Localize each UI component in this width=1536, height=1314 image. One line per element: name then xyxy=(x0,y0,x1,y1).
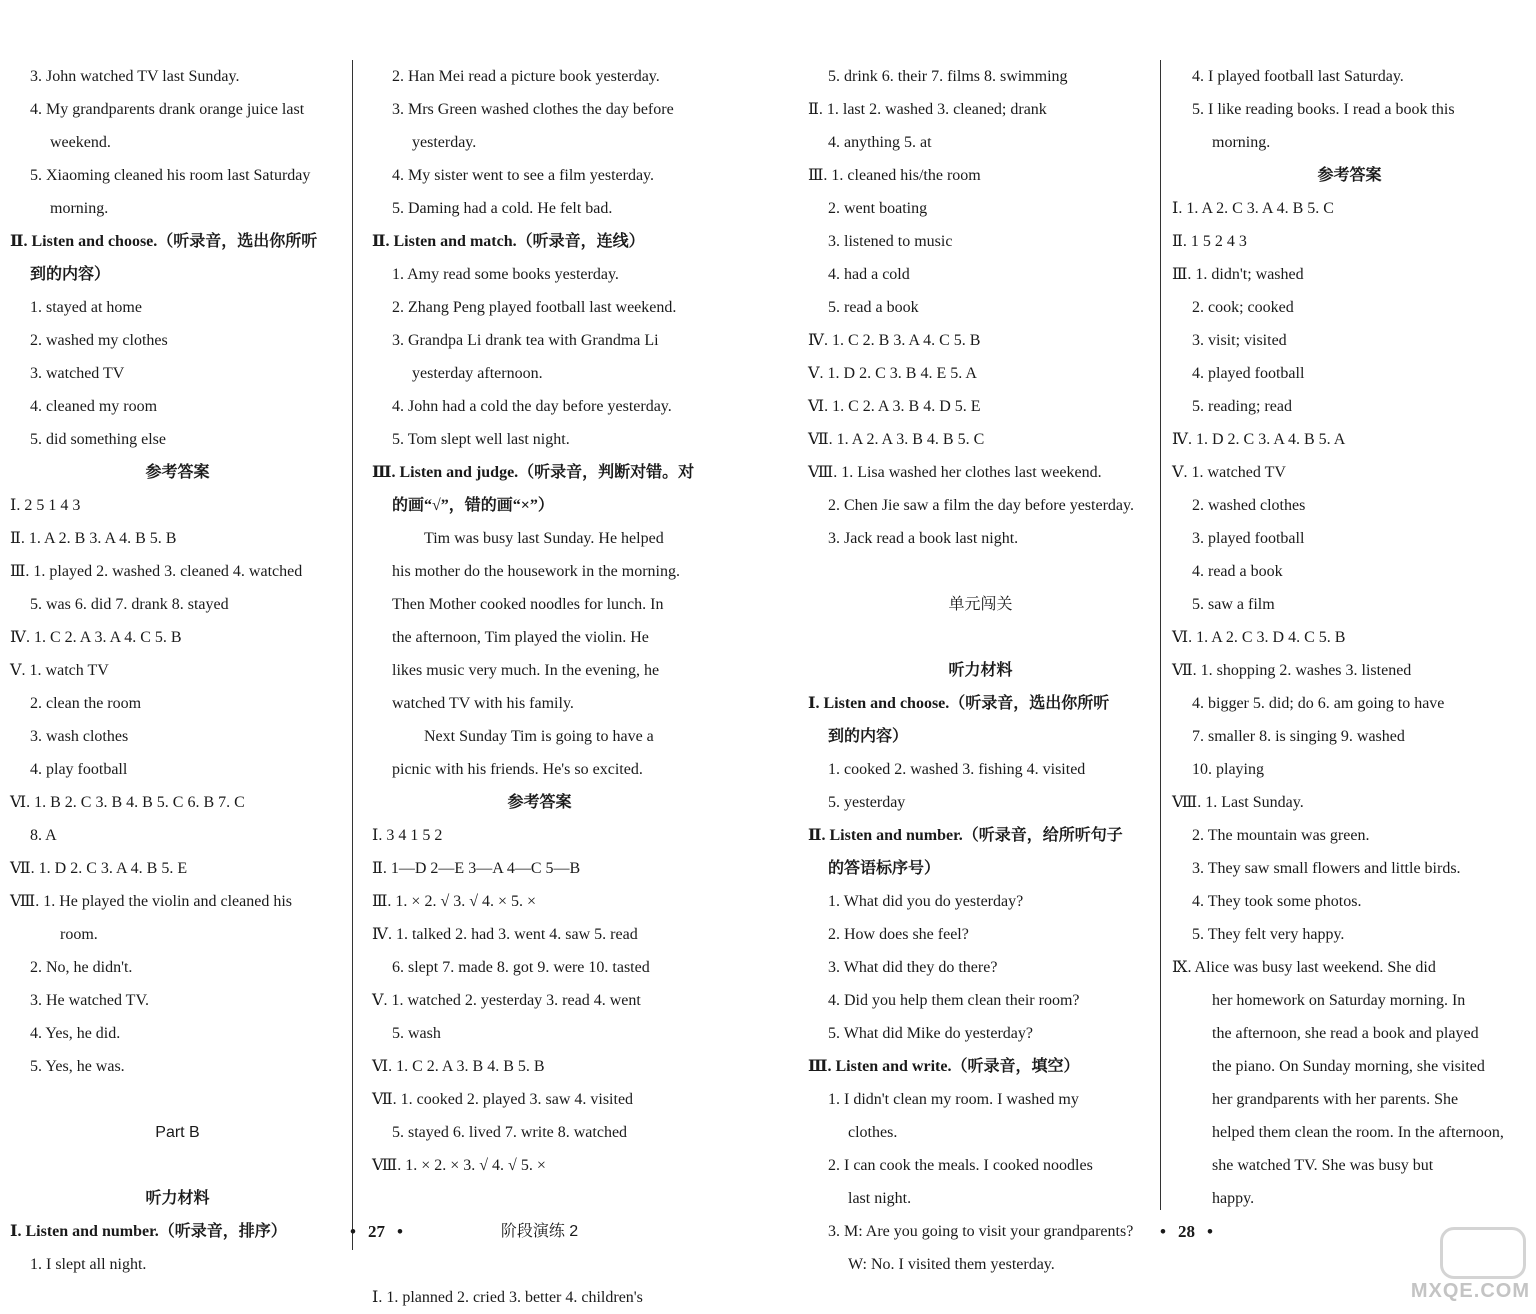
text-line: 3. John watched TV last Sunday. xyxy=(30,68,240,85)
text-line: the afternoon, she read a book and played xyxy=(1212,1025,1479,1042)
text-line: Ⅵ. 1. B 2. C 3. B 4. B 5. C 6. B 7. C xyxy=(10,794,245,811)
text-line: 4. They took some photos. xyxy=(1192,893,1362,910)
text-line: 3. played football xyxy=(1192,530,1305,547)
column-2 xyxy=(372,60,707,1314)
watermark-text: MXQE.COM xyxy=(1410,1280,1530,1302)
text-line: 1. cooked 2. washed 3. fishing 4. visited xyxy=(828,761,1086,778)
text-line: 到的内容） xyxy=(828,728,909,745)
text-line: 5. Xiaoming cleaned his room last Saturday xyxy=(30,167,311,184)
text-line: Ⅷ. 1. He played the violin and cleaned his xyxy=(10,893,293,910)
text-line: Ⅳ. 1. talked 2. had 3. went 4. saw 5. read xyxy=(372,926,638,943)
text-line: 5. I like reading books. I read a book this xyxy=(1192,101,1455,118)
text-line: 4. read a book xyxy=(1192,563,1283,580)
text-line: last night. xyxy=(848,1190,912,1207)
text-line: 3. visit; visited xyxy=(1192,332,1287,349)
text-line: 听力材料 xyxy=(948,662,1013,679)
text-line: watched TV with his family. xyxy=(392,695,574,712)
text-line: 4. John had a cold the day before yesterday. xyxy=(392,398,672,415)
column-divider xyxy=(1160,60,1161,1210)
text-line: Ⅲ. 1. × 2. √ 3. √ 4. × 5. × xyxy=(372,893,537,910)
text-line: the afternoon, Tim played the violin. He xyxy=(392,629,649,646)
column-4 xyxy=(1172,60,1527,1215)
column-3 xyxy=(808,60,1153,1281)
text-line: Next Sunday Tim is going to have a xyxy=(424,728,654,745)
text-line: 阶段演练 2 xyxy=(500,1223,579,1240)
text-line: 2. The mountain was green. xyxy=(1192,827,1370,844)
text-line: 2. clean the room xyxy=(30,695,142,712)
page-number-right: • 28 • xyxy=(1160,1222,1213,1241)
text-line: room. xyxy=(60,926,98,943)
text-line: Ⅴ. 1. watch TV xyxy=(10,662,109,679)
text-line: Ⅶ. 1. D 2. C 3. A 4. B 5. E xyxy=(10,860,188,877)
text-line: 5. Yes, he was. xyxy=(30,1058,125,1075)
text-line: weekend. xyxy=(50,134,111,151)
text-line: Ⅱ. 1. last 2. washed 3. cleaned; drank xyxy=(808,101,1047,118)
text-line: Ⅷ. 1. × 2. × 3. √ 4. √ 5. × xyxy=(372,1157,546,1174)
text-line: Ⅵ. 1. C 2. A 3. B 4. B 5. B xyxy=(372,1058,545,1075)
text-line: Ⅰ. Listen and number.（听录音，排序） xyxy=(10,1223,287,1240)
text-line: 3. wash clothes xyxy=(30,728,129,745)
text-line: 3. He watched TV. xyxy=(30,992,149,1009)
text-line: 4. I played football last Saturday. xyxy=(1192,68,1404,85)
text-line: 3. They saw small flowers and little birds. xyxy=(1192,860,1461,877)
text-line: 参考答案 xyxy=(1317,167,1382,184)
text-line: 5. read a book xyxy=(828,299,919,316)
spacer xyxy=(372,1248,707,1281)
text-line: Ⅳ. 1. D 2. C 3. A 4. B 5. A xyxy=(1172,431,1346,448)
text-line: 4. play football xyxy=(30,761,128,778)
text-line: 7. smaller 8. is singing 9. washed xyxy=(1192,728,1405,745)
text-line: Ⅰ. Listen and choose.（听录音，选出你所听 xyxy=(808,695,1110,712)
spacer xyxy=(10,1149,345,1182)
text-line: 4. Did you help them clean their room? xyxy=(828,992,1080,1009)
text-line: Ⅰ. 1. planned 2. cried 3. better 4. children's xyxy=(372,1289,643,1306)
text-line: his mother do the housework in the morning. xyxy=(392,563,680,580)
text-line: her homework on Saturday morning. In xyxy=(1212,992,1466,1009)
text-line: Ⅱ. 1. A 2. B 3. A 4. B 5. B xyxy=(10,530,177,547)
text-line: Ⅰ. 2 5 1 4 3 xyxy=(10,497,81,514)
text-line: Ⅵ. 1. A 2. C 3. D 4. C 5. B xyxy=(1172,629,1346,646)
text-line: 1. I slept all night. xyxy=(30,1256,147,1273)
text-line: 5. reading; read xyxy=(1192,398,1292,415)
text-line: 1. What did you do yesterday? xyxy=(828,893,1024,910)
text-line: 5. wash xyxy=(392,1025,441,1042)
text-line: 参考答案 xyxy=(507,794,572,811)
text-line: 2. washed clothes xyxy=(1192,497,1306,514)
text-line: 5. yesterday xyxy=(828,794,906,811)
text-line: Ⅰ. 1. A 2. C 3. A 4. B 5. C xyxy=(1172,200,1334,217)
text-line: 5. did something else xyxy=(30,431,166,448)
text-line: Then Mother cooked noodles for lunch. In xyxy=(392,596,664,613)
text-line: 单元闯关 xyxy=(948,596,1013,613)
spacer xyxy=(808,555,1153,588)
text-line: 5. saw a film xyxy=(1192,596,1275,613)
text-line: 2. Zhang Peng played football last weekend. xyxy=(392,299,677,316)
column-divider xyxy=(352,60,353,1250)
text-line: 3. Mrs Green washed clothes the day before xyxy=(392,101,674,118)
text-line: 5. was 6. did 7. drank 8. stayed xyxy=(30,596,229,613)
text-line: Ⅶ. 1. cooked 2. played 3. saw 4. visited xyxy=(372,1091,634,1108)
text-line: Ⅱ. 1 5 2 4 3 xyxy=(1172,233,1247,250)
text-line: Part B xyxy=(155,1124,200,1141)
text-line: 2. Chen Jie saw a film the day before yesterday. xyxy=(828,497,1134,514)
text-line: picnic with his friends. He's so excited. xyxy=(392,761,643,778)
text-line: Ⅶ. 1. A 2. A 3. B 4. B 5. C xyxy=(808,431,985,448)
text-line: Ⅱ. Listen and choose.（听录音，选出你所听 xyxy=(10,233,318,250)
text-line: 听力材料 xyxy=(145,1190,210,1207)
text-line: 2. washed my clothes xyxy=(30,332,168,349)
text-line: 2. How does she feel? xyxy=(828,926,969,943)
text-line: helped them clean the room. In the afternoon, xyxy=(1212,1124,1504,1141)
text-line: 4. My grandparents drank orange juice last xyxy=(30,101,305,118)
text-line: Ⅶ. 1. shopping 2. washes 3. listened xyxy=(1172,662,1412,679)
text-line: 1. I didn't clean my room. I washed my xyxy=(828,1091,1079,1108)
text-line: 3. M: Are you going to visit your grandparents? xyxy=(828,1223,1134,1240)
text-line: Ⅳ. 1. C 2. A 3. A 4. C 5. B xyxy=(10,629,182,646)
text-line: 3. Grandpa Li drank tea with Grandma Li xyxy=(392,332,659,349)
text-line: the piano. On Sunday morning, she visited xyxy=(1212,1058,1485,1075)
text-line: yesterday. xyxy=(412,134,477,151)
text-line: Tim was busy last Sunday. He helped xyxy=(424,530,664,547)
text-line: 的答语标序号） xyxy=(828,860,941,877)
text-line: 3. watched TV xyxy=(30,365,125,382)
text-line: 5. Daming had a cold. He felt bad. xyxy=(392,200,613,217)
text-line: 2. Han Mei read a picture book yesterday. xyxy=(392,68,660,85)
text-line: 5. stayed 6. lived 7. write 8. watched xyxy=(392,1124,628,1141)
text-line: Ⅳ. 1. C 2. B 3. A 4. C 5. B xyxy=(808,332,981,349)
text-line: 1. stayed at home xyxy=(30,299,142,316)
text-line: Ⅲ. Listen and write.（听录音，填空） xyxy=(808,1058,1080,1075)
text-line: W: No. I visited them yesterday. xyxy=(848,1256,1055,1273)
text-line: Ⅴ. 1. watched 2. yesterday 3. read 4. went xyxy=(372,992,641,1009)
text-line: Ⅷ. 1. Lisa washed her clothes last weekend. xyxy=(808,464,1102,481)
text-line: Ⅲ. 1. didn't; washed xyxy=(1172,266,1304,283)
spacer xyxy=(372,1182,707,1215)
text-line: Ⅴ. 1. watched TV xyxy=(1172,464,1286,481)
watermark-logo xyxy=(1440,1227,1526,1279)
text-line: her grandparents with her parents. She xyxy=(1212,1091,1459,1108)
page-number-left: • 27 • xyxy=(350,1222,403,1241)
text-line: clothes. xyxy=(848,1124,898,1141)
text-line: 4. had a cold xyxy=(828,266,910,283)
text-line: 到的内容） xyxy=(30,266,111,283)
text-line: Ⅷ. 1. Last Sunday. xyxy=(1172,794,1304,811)
text-line: Ⅰ. 3 4 1 5 2 xyxy=(372,827,443,844)
text-line: Ⅲ. 1. played 2. washed 3. cleaned 4. watched xyxy=(10,563,303,580)
spacer xyxy=(808,621,1153,654)
text-line: 4. cleaned my room xyxy=(30,398,158,415)
text-line: 6. slept 7. made 8. got 9. were 10. tasted xyxy=(392,959,650,976)
text-line: yesterday afternoon. xyxy=(412,365,543,382)
text-line: 3. Jack read a book last night. xyxy=(828,530,1019,547)
text-line: likes music very much. In the evening, he xyxy=(392,662,660,679)
text-line: 4. Yes, he did. xyxy=(30,1025,121,1042)
text-line: 3. listened to music xyxy=(828,233,953,250)
text-line: morning. xyxy=(1212,134,1271,151)
text-line: 4. bigger 5. did; do 6. am going to have xyxy=(1192,695,1445,712)
text-line: 参考答案 xyxy=(145,464,210,481)
text-line: 2. cook; cooked xyxy=(1192,299,1294,316)
text-line: 的画“√”，错的画“×”） xyxy=(392,497,554,514)
text-line: 5. Tom slept well last night. xyxy=(392,431,570,448)
text-line: she watched TV. She was busy but xyxy=(1212,1157,1434,1174)
text-line: happy. xyxy=(1212,1190,1255,1207)
text-line: 5. drink 6. their 7. films 8. swimming xyxy=(828,68,1068,85)
text-line: 1. Amy read some books yesterday. xyxy=(392,266,619,283)
text-line: 2. No, he didn't. xyxy=(30,959,133,976)
text-line: Ⅴ. 1. D 2. C 3. B 4. E 5. A xyxy=(808,365,977,382)
text-line: morning. xyxy=(50,200,109,217)
text-line: Ⅵ. 1. C 2. A 3. B 4. D 5. E xyxy=(808,398,981,415)
page-number-text: 28 xyxy=(1177,1222,1195,1241)
spacer xyxy=(10,1083,345,1116)
text-line: 4. anything 5. at xyxy=(828,134,932,151)
text-line: 3. What did they do there? xyxy=(828,959,998,976)
text-line: 2. I can cook the meals. I cooked noodles xyxy=(828,1157,1093,1174)
text-line: Ⅱ. Listen and number.（听录音，给所听句子 xyxy=(808,827,1123,844)
column-1 xyxy=(10,60,345,1281)
text-line: Ⅲ. 1. cleaned his/the room xyxy=(808,167,981,184)
text-line: 10. playing xyxy=(1192,761,1264,778)
text-line: 4. played football xyxy=(1192,365,1305,382)
page-number-text: 27 xyxy=(367,1222,385,1241)
text-line: Ⅲ. Listen and judge.（听录音，判断对错。对 xyxy=(372,464,695,481)
text-line: 5. They felt very happy. xyxy=(1192,926,1345,943)
text-line: 2. went boating xyxy=(828,200,928,217)
text-line: Ⅸ. Alice was busy last weekend. She did xyxy=(1172,959,1436,976)
text-line: 8. A xyxy=(30,827,57,844)
text-line: Ⅱ. 1—D 2—E 3—A 4—C 5—B xyxy=(372,860,581,877)
text-line: 5. What did Mike do yesterday? xyxy=(828,1025,1033,1042)
text-line: Ⅱ. Listen and match.（听录音，连线） xyxy=(372,233,645,250)
text-line: 4. My sister went to see a film yesterday. xyxy=(392,167,655,184)
